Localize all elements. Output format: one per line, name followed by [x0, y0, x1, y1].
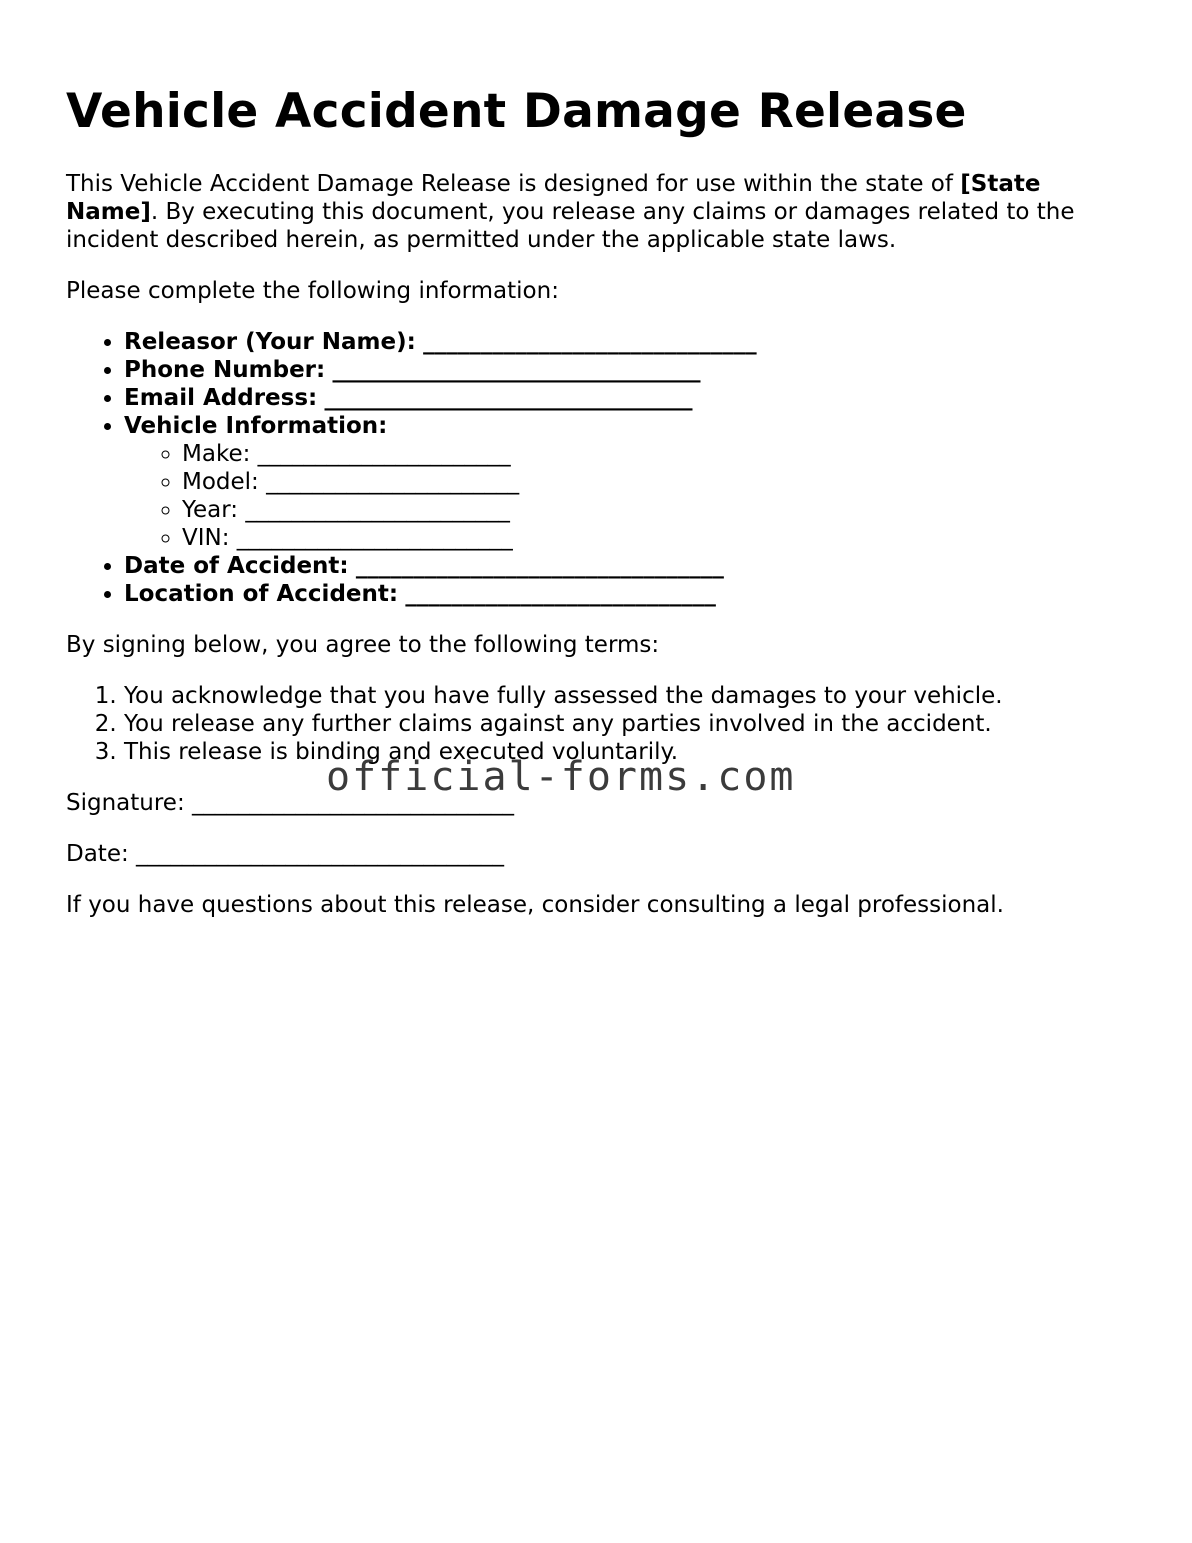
- model-label: Model:: [182, 469, 259, 495]
- date-of-accident-blank[interactable]: ________________________________: [355, 553, 724, 579]
- list-item: [124, 356, 1136, 384]
- make-label: Make:: [182, 441, 251, 467]
- list-item: [182, 496, 1136, 524]
- signature-blank[interactable]: ____________________________: [192, 790, 515, 816]
- location-of-accident-label: Location of Accident:: [124, 581, 399, 607]
- date-of-accident-label: Date of Accident:: [124, 553, 349, 579]
- info-prompt: Please complete the following information:: [66, 278, 559, 304]
- date-blank[interactable]: ________________________________: [136, 841, 505, 867]
- email-label: Email Address:: [124, 385, 318, 411]
- list-item: [182, 440, 1136, 468]
- list-item: [182, 468, 1136, 496]
- term-item: 2. You release any further claims against any parties involved in the accident.: [124, 710, 1136, 738]
- list-item: [182, 524, 1136, 552]
- releasor-blank[interactable]: _____________________________: [423, 329, 757, 355]
- date-line: [66, 840, 1136, 868]
- phone-label: Phone Number:: [124, 357, 326, 383]
- intro-text-after: . By executing this document, you release any claims or damages related to the incident described herein, as permitted under the applicable state laws.: [66, 199, 1075, 253]
- term-item: 3. This release is binding and executed voluntarily.: [124, 738, 1136, 766]
- year-label: Year:: [182, 497, 239, 523]
- term-item: 1. You acknowledge that you have fully assessed the damages to your vehicle.: [124, 682, 1136, 710]
- email-blank[interactable]: ________________________________: [324, 385, 693, 411]
- date-label: Date:: [66, 841, 129, 867]
- list-item: [124, 580, 1136, 608]
- vin-blank[interactable]: ________________________: [236, 525, 513, 551]
- signature-label: Signature:: [66, 790, 185, 816]
- document-page: [66, 82, 1136, 942]
- vehicle-info-sublist: [124, 440, 1136, 552]
- state-name-placeholder: [State Name]: [66, 171, 1041, 225]
- info-field-list: [66, 328, 1136, 608]
- list-item: [124, 384, 1136, 412]
- list-item: [124, 412, 1136, 552]
- year-blank[interactable]: _______________________: [245, 497, 510, 523]
- terms-intro: By signing below, you agree to the following terms:: [66, 632, 660, 658]
- releasor-label: Releasor (Your Name):: [124, 329, 416, 355]
- vin-label: VIN:: [182, 525, 230, 551]
- phone-blank[interactable]: ________________________________: [332, 357, 701, 383]
- intro-text-before: This Vehicle Accident Damage Release is designed for use within the state of: [66, 171, 961, 197]
- list-item: [124, 328, 1136, 356]
- model-blank[interactable]: ______________________: [266, 469, 520, 495]
- document-title: Vehicle Accident Damage Release: [66, 84, 967, 139]
- list-item: [124, 552, 1136, 580]
- closing-note: If you have questions about this release, consider consulting a legal professional.: [66, 892, 1004, 918]
- intro-paragraph: [66, 170, 1136, 254]
- make-blank[interactable]: ______________________: [257, 441, 511, 467]
- vehicle-info-label: Vehicle Information:: [124, 413, 388, 439]
- watermark: official-forms.com: [326, 754, 796, 800]
- location-of-accident-blank[interactable]: ___________________________: [405, 581, 716, 607]
